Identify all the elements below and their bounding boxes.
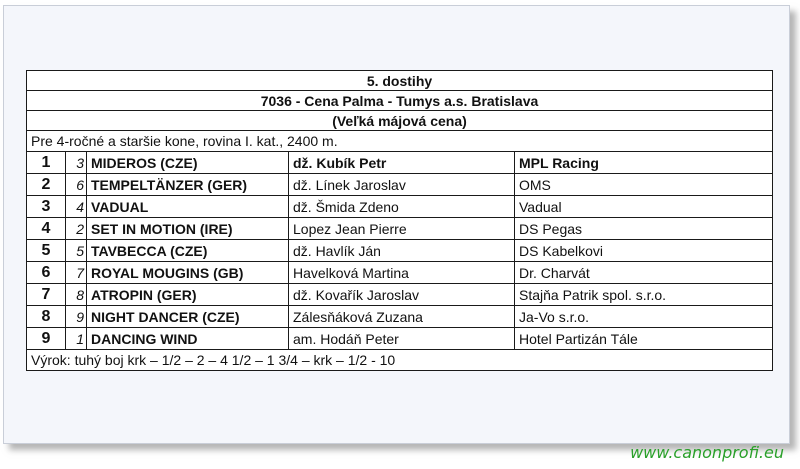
start-number: 8 [66,284,87,306]
horse-name: MIDEROS (CZE) [87,152,289,174]
table-row [27,328,773,350]
owner-name: Hotel Partizán Tále [515,328,773,350]
table-row [27,174,773,196]
table-row [27,306,773,328]
horse-name: DANCING WIND [87,328,289,350]
jockey-name: dž. Kovařík Jaroslav [289,284,515,306]
horse-name: VADUAL [87,196,289,218]
table-row [27,284,773,306]
table-row [27,218,773,240]
finish-position: 4 [27,218,66,240]
finish-position: 5 [27,240,66,262]
owner-name: Stajňa Patrik spol. s.r.o. [515,284,773,306]
race-name: 7036 - Cena Palma - Tumys a.s. Bratislava [27,91,773,111]
start-number: 6 [66,174,87,196]
horse-name: TEMPELTÄNZER (GER) [87,174,289,196]
finish-position: 9 [27,328,66,350]
finish-position: 1 [27,152,66,174]
start-number: 9 [66,306,87,328]
race-conditions: Pre 4-ročné a staršie kone, rovina I. kat., 2400 m. [27,131,773,152]
race-results-table [26,70,773,371]
start-number: 3 [66,152,87,174]
race-subtitle: (Veľká májová cena) [27,111,773,131]
horse-name: NIGHT DANCER (CZE) [87,306,289,328]
jockey-name: Zálesňáková Zuzana [289,306,515,328]
owner-name: Ja-Vo s.r.o. [515,306,773,328]
horse-name: SET IN MOTION (IRE) [87,218,289,240]
jockey-name: dž. Línek Jaroslav [289,174,515,196]
watermark: www.canonprofi.eu [630,443,784,462]
race-title: 5. dostihy [27,71,773,91]
finish-position: 2 [27,174,66,196]
horse-name: ROYAL MOUGINS (GB) [87,262,289,284]
jockey-name: dž. Kubík Petr [289,152,515,174]
owner-name: Vadual [515,196,773,218]
owner-name: DS Kabelkovi [515,240,773,262]
horse-name: ATROPIN (GER) [87,284,289,306]
start-number: 2 [66,218,87,240]
start-number: 1 [66,328,87,350]
finish-position: 3 [27,196,66,218]
owner-name: OMS [515,174,773,196]
owner-name: MPL Racing [515,152,773,174]
owner-name: Dr. Charvát [515,262,773,284]
table-row [27,262,773,284]
jockey-name: Lopez Jean Pierre [289,218,515,240]
start-number: 5 [66,240,87,262]
jockey-name: dž. Havlík Ján [289,240,515,262]
table-row [27,152,773,174]
jockey-name: Havelková Martina [289,262,515,284]
owner-name: DS Pegas [515,218,773,240]
finish-position: 6 [27,262,66,284]
finish-position: 8 [27,306,66,328]
table-row [27,196,773,218]
start-number: 4 [66,196,87,218]
jockey-name: dž. Šmida Zdeno [289,196,515,218]
race-verdict: Výrok: tuhý boj krk – 1/2 – 2 – 4 1/2 – 1 3/4 – krk – 1/2 - 10 [27,350,773,371]
jockey-name: am. Hodáň Peter [289,328,515,350]
start-number: 7 [66,262,87,284]
table-row [27,240,773,262]
finish-position: 7 [27,284,66,306]
horse-name: TAVBECCA (CZE) [87,240,289,262]
